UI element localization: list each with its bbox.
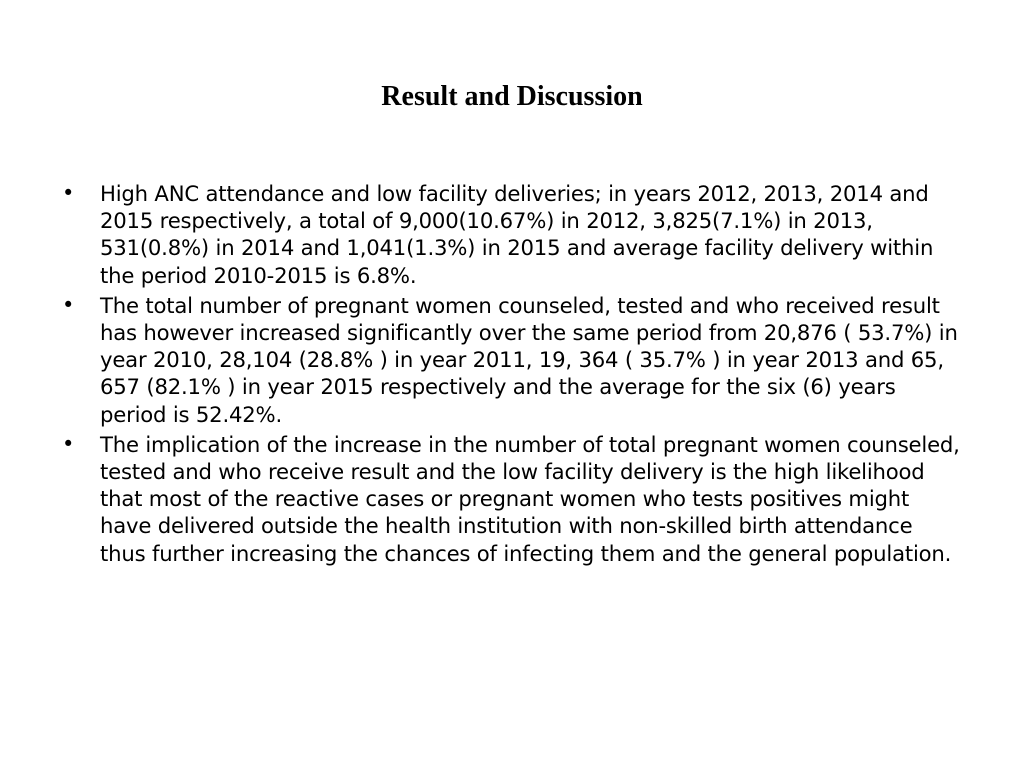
slide-title: Result and Discussion [381, 81, 643, 112]
bullet-point-icon: • [62, 431, 75, 456]
bullet-point-icon: • [62, 292, 75, 317]
bullet-item [62, 431, 962, 567]
bullet-text: High ANC attendance and low facility deliveries; in years 2012, 2013, 2014 and 2015 respectively, a total of 9,000(10.67%) in 2012, 3,825(7.1%) in 2013, 531(0.8%) in 2014 and 1,041(1.3%) in 2015 and average facility delivery within the period 2010-2015 is 6.8%. [100, 181, 934, 288]
bullet-list [62, 180, 962, 570]
bullet-item [62, 180, 962, 289]
bullet-point-icon: • [62, 181, 75, 205]
bullet-text: The total number of pregnant women counseled, tested and who received result has however increased significantly over the same period from 20,876 ( 53.7%) in year 2010, 28,104 (28.8% ) in year 2011, 19, 364 ( 35.7% ) in year 2013 and 65, 657 (82.1% ) in year 2015 respectively and the average for the six (6) years period is 52.42%. [100, 292, 958, 427]
bullet-item [62, 292, 962, 428]
bullet-text: The implication of the increase in the number of total pregnant women counseled, tested and who receive result and the low facility delivery is the high likelihood that most of the reactive cases or pregnant women who tests positives might have delivered outside the health institution with non-skilled birth attendance thus further increasing the chances of infecting them and the general population. [100, 431, 960, 566]
